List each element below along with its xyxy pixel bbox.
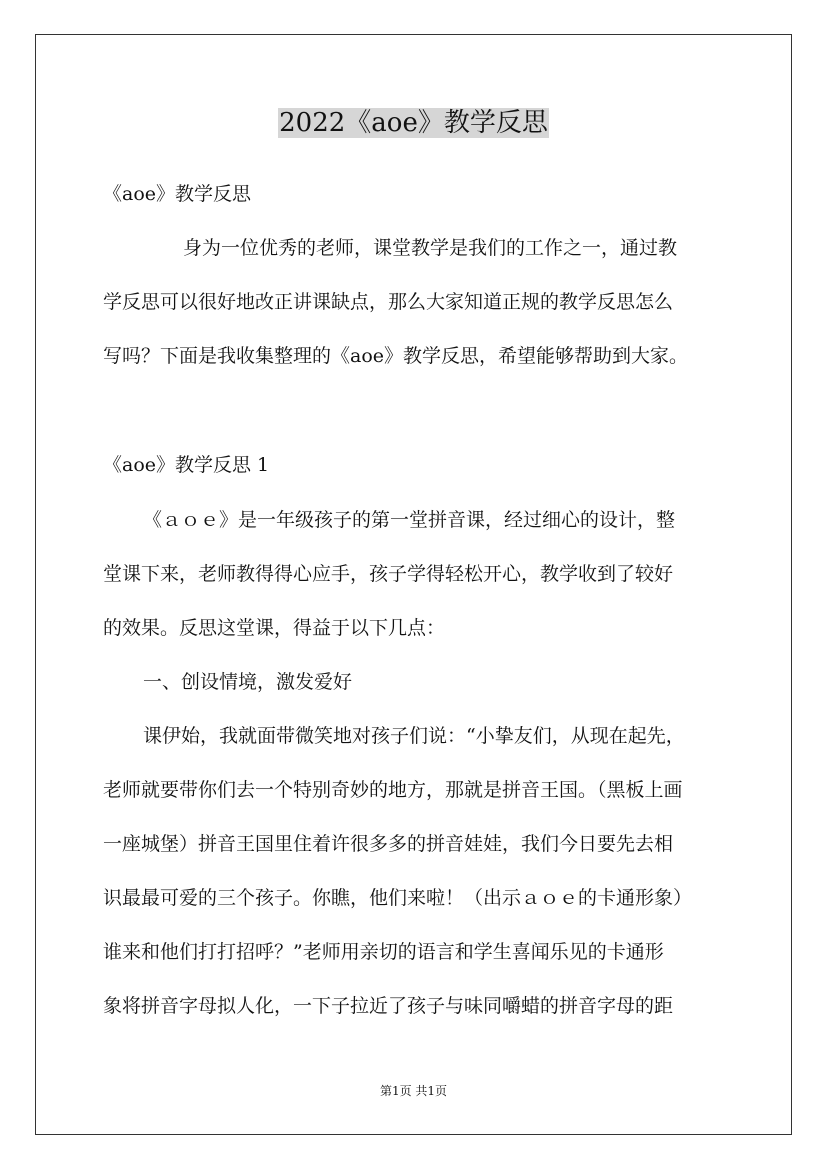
paragraph-line: 身为一位优秀的老师，课堂教学是我们的工作之一，通过教 <box>183 237 678 259</box>
section-heading: 《aoe》教学反思 <box>103 183 252 205</box>
paragraph-line: 识最最可爱的三个孩子。你瞧，他们来啦！（出示ａｏｅ的卡通形象） <box>103 887 693 909</box>
paragraph-line: 象将拼音字母拟人化，一下子拉近了孩子与味同嚼蜡的拼音字母的距 <box>103 995 674 1017</box>
paragraph-line: 课伊始，我就面带微笑地对孩子们说：“小挚友们，从现在起先， <box>143 725 685 747</box>
paragraph-line: 写吗？下面是我收集整理的《aoe》教学反思，希望能够帮助到大家。 <box>103 345 689 367</box>
paragraph-line: 老师就要带你们去一个特别奇妙的地方，那就是拼音王国。（黑板上画 <box>103 779 683 801</box>
paragraph-line: 学反思可以很好地改正讲课缺点，那么大家知道正规的教学反思怎么 <box>103 291 674 313</box>
subheading: 一、创设情境，激发爱好 <box>143 671 353 693</box>
document-title <box>0 104 827 142</box>
paragraph-line: 谁来和他们打打招呼？”老师用亲切的语言和学生喜闻乐见的卡通形 <box>103 941 664 963</box>
page-footer: 第1页 共1页 <box>379 1084 448 1098</box>
paragraph-line: 一座城堡）拼音王国里住着许很多多的拼音娃娃，我们今日要先去相 <box>103 833 674 855</box>
section-heading: 《aoe》教学反思 1 <box>103 454 270 476</box>
paragraph-line: 《ａｏｅ》是一年级孩子的第一堂拼音课，经过细心的设计，整 <box>143 509 676 531</box>
paragraph-line: 的效果。反思这堂课，得益于以下几点： <box>103 617 446 639</box>
paragraph-line: 堂课下来，老师教得得心应手，孩子学得轻松开心，教学收到了较好 <box>103 563 674 585</box>
document-title-text: 2022《aoe》教学反思 <box>279 108 548 138</box>
